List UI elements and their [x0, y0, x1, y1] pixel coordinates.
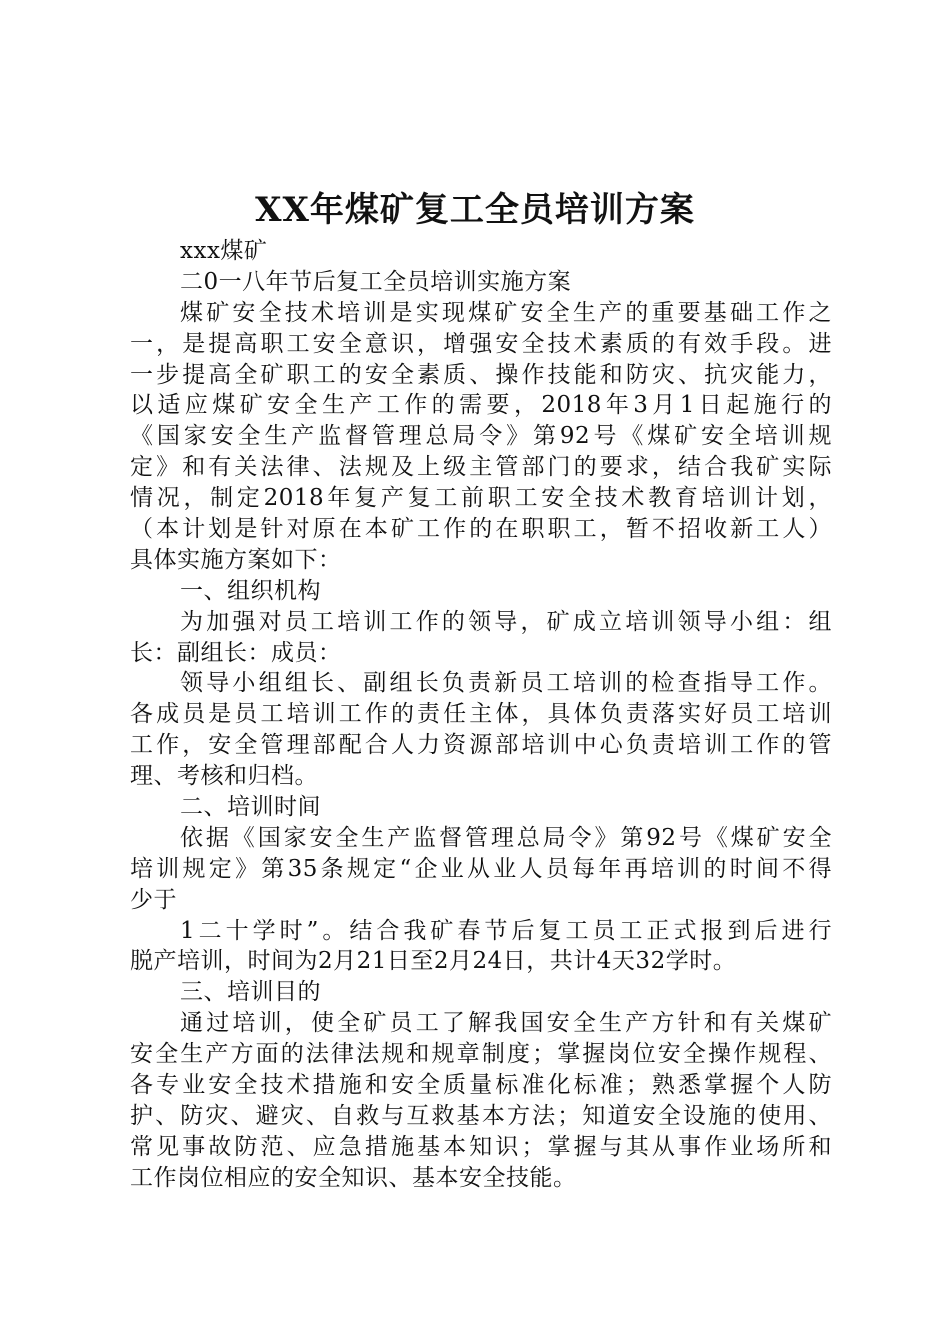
text-line: 情况，制定2018年复产复工前职工安全技术教育培训计划，	[130, 485, 832, 512]
text-line: （本计划是针对原在本矿工作的在职职工，暂不招收新工人）	[130, 516, 832, 543]
text-line: 理、考核和归档。	[130, 763, 318, 790]
text-line: 领导小组组长、副组长负责新员工培训的检查指导工作。	[180, 670, 832, 697]
document-title: XX年煤矿复工全员培训方案	[255, 190, 695, 230]
text-line: 一、组织机构	[180, 577, 321, 604]
text-line: 一，是提高职工安全意识，增强安全技术素质的有效手段。进	[130, 330, 832, 357]
text-line: 二、培训时间	[180, 794, 321, 821]
text-line: 通过培训，使全矿员工了解我国安全生产方针和有关煤矿	[180, 1010, 832, 1037]
text-line: 各专业安全技术措施和安全质量标准化标准；熟悉掌握个人防	[130, 1072, 832, 1099]
text-line: 培训规定》第35条规定“企业从业人员每年再培训的时间不得	[130, 855, 832, 882]
text-line: 长：副组长：成员：	[130, 639, 342, 666]
text-line: 常见事故防范、应急措施基本知识；掌握与其从事作业场所和	[130, 1133, 832, 1160]
text-line: 各成员是员工培训工作的责任主体，具体负责落实好员工培训	[130, 701, 832, 728]
text-line: 以适应煤矿安全生产工作的需要，2018年3月1日起施行的	[130, 392, 832, 419]
text-line: 工作岗位相应的安全知识、基本安全技能。	[130, 1164, 577, 1191]
text-line: 依据《国家安全生产监督管理总局令》第92号《煤矿安全	[180, 824, 832, 851]
text-line: 三、培训目的	[180, 979, 321, 1006]
text-line: 一步提高全矿职工的安全素质、操作技能和防灾、抗灾能力，	[130, 361, 832, 388]
text-line: 二0一八年节后复工全员培训实施方案	[180, 268, 572, 295]
text-line: 1二十学时”。结合我矿春节后复工员工正式报到后进行	[180, 917, 832, 944]
text-line: 少于	[130, 886, 177, 913]
text-line: 《国家安全生产监督管理总局令》第92号《煤矿安全培训规	[130, 423, 832, 450]
text-line: 工作，安全管理部配合人力资源部培训中心负责培训工作的管	[130, 732, 832, 759]
text-line: 具体实施方案如下：	[130, 546, 342, 573]
text-line: 安全生产方面的法律法规和规章制度；掌握岗位安全操作规程、	[130, 1041, 832, 1068]
text-line: 为加强对员工培训工作的领导，矿成立培训领导小组：组	[180, 608, 832, 635]
text-line: 脱产培训，时间为2月21日至2月24日，共计4天32学时。	[130, 948, 737, 975]
text-line: 定》和有关法律、法规及上级主管部门的要求，结合我矿实际	[130, 454, 832, 481]
text-line: 煤矿安全技术培训是实现煤矿安全生产的重要基础工作之	[180, 299, 832, 326]
text-line: xxx煤矿	[180, 238, 268, 264]
document-body	[130, 236, 832, 1194]
text-line: 护、防灾、避灾、自救与互救基本方法；知道安全设施的使用、	[130, 1102, 832, 1129]
